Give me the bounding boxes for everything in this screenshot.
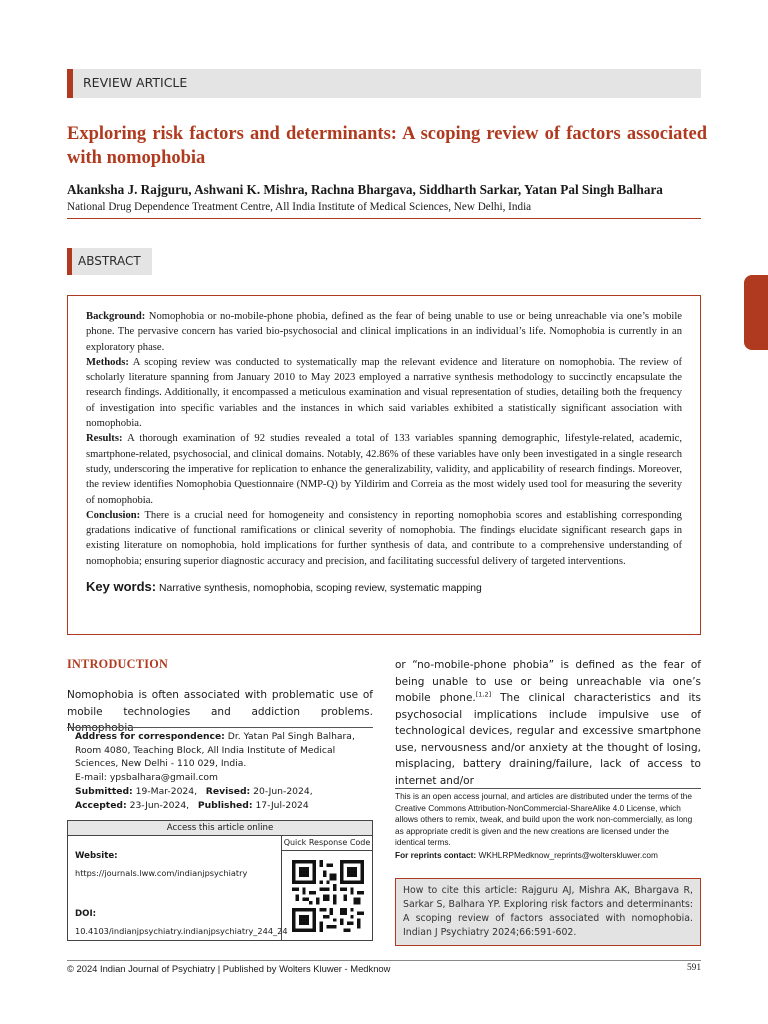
background-text: Nomophobia or no-mobile-phone phobia, defined as the fear of being unable to use or being unreachable via one’s mobile phone. The pervasive concern has varied bio-psychosocial and clinical implications in an individual’s life. Nomophobia is currently in an exploratory phase. bbox=[86, 311, 682, 353]
methods-text: A scoping review was conducted to systematically map the relevant evidence and literature on nomophobia. The review of scholarly literature spanning from January 2010 to May 2023 employed a narrative synthesis methodology to succinctly encapsulate the research findings. Additionally, it encompassed a meticulous examination and visual representation of studies, detailing both the frequency of investigation into specific variables and the instances in which said variables exhibited a statistically significant association with nomophobia. bbox=[86, 356, 682, 430]
intro-text-a: or “no-mobile-phone phobia” is defined as the fear of being unable to use or being unreachable via one’s mobile phone. bbox=[395, 659, 701, 704]
author-list: Akanksha J. Rajguru, Ashwani K. Mishra, Rachna Bhargava, Siddharth Sarkar, Yatan Pal Singh Balhara bbox=[67, 182, 663, 197]
abstract-results bbox=[86, 431, 682, 507]
methods-label: Methods: bbox=[86, 356, 129, 368]
correspondence-address-2: Sciences, New Delhi - 110 029, India. bbox=[75, 758, 247, 769]
qr-label: Quick Response Code bbox=[282, 836, 372, 851]
access-online-box bbox=[67, 820, 373, 941]
article-type-label: REVIEW ARTICLE bbox=[83, 75, 188, 90]
reprints-email[interactable]: WKHLRPMedknow_reprints@wolterskluwer.com bbox=[478, 850, 658, 860]
article-title: Exploring risk factors and determinants: A scoping review of factors associated with nomophobia bbox=[67, 124, 707, 168]
website-link[interactable]: https://journals.lww.com/indianjpsychiatry bbox=[75, 868, 248, 878]
accepted-label: Accepted: bbox=[75, 799, 127, 811]
revised-label: Revised: bbox=[205, 786, 251, 797]
website-label: Website: bbox=[75, 851, 118, 861]
header-divider bbox=[67, 218, 701, 219]
footer-divider bbox=[67, 960, 701, 961]
correspondence-line bbox=[75, 730, 373, 744]
conclusion-label: Conclusion: bbox=[86, 509, 141, 521]
doi-label: DOI: bbox=[75, 909, 97, 919]
license-notice: This is an open access journal, and articles are distributed under the terms of the Creative Commons Attribution-NonCommercial-ShareAlike 4.0 License, which allows others to remix, tweak, and build upon the work non-commercially, as long as appropriate credit is given and the new creations are licensed under the identical terms. bbox=[395, 788, 701, 849]
abstract-methods bbox=[86, 355, 682, 431]
background-label: Background: bbox=[86, 311, 146, 322]
results-text: A thorough examination of 92 studies revealed a total of 133 variables spanning demographic, lifestyle-related, academic, smartphone-related, psychosocial, and clinical domains. Notably, 42.86% of these variables have only been investigated in a single research study, underscoring the imperative for replication to enhance the generalizability, validity, and applicability of research findings. Moreover, the review identifies Nomophobia Questionnaire (NMP-Q) by Yildirim and Correia as the most widely used tool for measuring the severity of nomophobia. bbox=[86, 433, 682, 506]
doi-link[interactable]: 10.4103/indianjpsychiatry.indianjpsychiatry_244_24 bbox=[75, 926, 288, 936]
correspondence-email[interactable]: E-mail: ypsbalhara@gmail.com bbox=[75, 771, 218, 783]
introduction-heading: INTRODUCTION bbox=[67, 657, 169, 671]
correspondence-name: Dr. Yatan Pal Singh Balhara, bbox=[227, 731, 355, 742]
citation-ref[interactable]: [1,2] bbox=[475, 690, 492, 699]
dates-line-1 bbox=[75, 785, 373, 799]
page-number: 591 bbox=[686, 963, 701, 973]
introduction-left-column: Nomophobia is often associated with problematic use of mobile technologies and addiction problems. Nomophobia bbox=[67, 689, 373, 734]
article-type-banner bbox=[67, 69, 701, 98]
published-date: 17-Jul-2024 bbox=[255, 799, 309, 811]
dates-line-2 bbox=[75, 799, 373, 813]
footer-copyright: © 2024 Indian Journal of Psychiatry | Published by Wolters Kluwer - Medknow bbox=[67, 963, 391, 974]
article-dates bbox=[75, 785, 373, 812]
how-to-cite-box: How to cite this article: Rajguru AJ, Mishra AK, Bhargava R, Sarkar S, Balhara YP. Exploring risk factors and determinants: A scoping review of factors associated with nomophobia. Indian J Psychiatry 2024;66:591-602. bbox=[395, 878, 701, 946]
access-heading: Access this article online bbox=[68, 821, 372, 836]
keywords-label: Key words: bbox=[86, 579, 157, 595]
reprints-label: For reprints contact: bbox=[395, 850, 477, 860]
section-side-tab bbox=[744, 275, 768, 350]
keywords bbox=[86, 579, 682, 596]
published-label: Published: bbox=[197, 799, 253, 811]
results-label: Results: bbox=[86, 433, 123, 445]
qr-panel bbox=[282, 836, 372, 940]
correspondence-address-1: Room 4080, Teaching Block, All India Institute of Medical bbox=[75, 744, 336, 756]
submitted-date: 19-Mar-2024, bbox=[135, 786, 198, 797]
correspondence-block bbox=[67, 727, 373, 784]
affiliation: National Drug Dependence Treatment Centre, All India Institute of Medical Sciences, New Delhi, India bbox=[67, 201, 532, 213]
abstract-box bbox=[67, 295, 701, 635]
reprints-contact bbox=[395, 850, 701, 860]
abstract-banner bbox=[67, 248, 152, 275]
submitted-label: Submitted: bbox=[75, 786, 133, 797]
qr-code-icon[interactable] bbox=[292, 858, 364, 934]
access-info bbox=[68, 836, 288, 940]
keywords-text: Narrative synthesis, nomophobia, scoping review, systematic mapping bbox=[158, 583, 482, 595]
intro-text-b: The clinical characteristics and its psychosocial implications include impulsive use of technological devices, regular and excessive smartphone use, nervousness and/or anxiety at the thought of losing, misplacing, battery draining/failure, lack of access to internet and/or bbox=[395, 692, 701, 787]
introduction-right-column bbox=[395, 657, 701, 789]
revised-date: 20-Jun-2024, bbox=[253, 786, 313, 797]
conclusion-text: There is a crucial need for homogeneity and consistency in reporting nomophobia scores and establishing corresponding gradations indicative of functional ramifications or clinical severity of nomophobia. The findings elucidate significant research gaps in existing literature on nomophobia, hold implications for further synthesis of data, and contribute to a comprehensive understanding of nomophobia; ensuring superior diagnostic accuracy and precision, and facilitating successful delivery of targeted interventions. bbox=[86, 509, 682, 567]
abstract-background bbox=[86, 309, 682, 355]
abstract-heading: ABSTRACT bbox=[78, 254, 141, 268]
accepted-date: 23-Jun-2024, bbox=[129, 799, 190, 811]
correspondence-label: Address for correspondence: bbox=[75, 731, 225, 742]
abstract-conclusion bbox=[86, 508, 682, 569]
